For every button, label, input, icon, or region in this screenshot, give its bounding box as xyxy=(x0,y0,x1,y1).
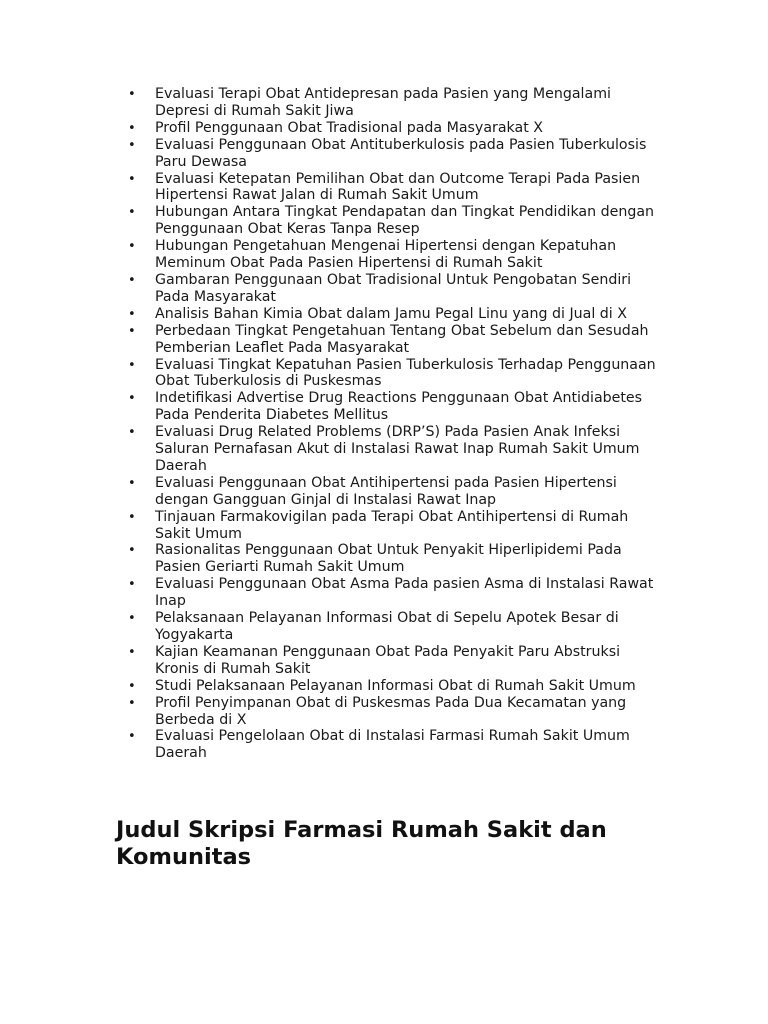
bullet-icon: • xyxy=(128,543,136,559)
bullet-icon: • xyxy=(128,306,136,322)
list-item-text: Evaluasi Pengelolaan Obat di Instalasi Farmasi Rumah Sakit Umum Daerah xyxy=(155,728,630,762)
bullet-icon: • xyxy=(128,171,136,187)
list-item-text: Kajian Keamanan Penggunaan Obat Pada Penyakit Paru Abstruksi Kronis di Rumah Sakit xyxy=(155,643,621,677)
bullet-icon: • xyxy=(128,239,136,255)
bullet-icon: • xyxy=(128,475,136,491)
list-item-text: Hubungan Pengetahuan Mengenai Hipertensi dengan Kepatuhan Meminum Obat Pada Pasien Hipertensi di Rumah Sakit xyxy=(155,238,617,272)
list-item-text: Studi Pelaksanaan Pelayanan Informasi Obat di Rumah Sakit Umum xyxy=(155,677,636,694)
bullet-icon: • xyxy=(128,137,136,153)
list-item xyxy=(128,357,658,391)
list-item-text: Pelaksanaan Pelayanan Informasi Obat di Sepelu Apotek Besar di Yogyakarta xyxy=(155,610,619,643)
list-item-text: Indetifikasi Advertise Drug Reactions Penggunaan Obat Antidiabetes Pada Penderita Diabetes Mellitus xyxy=(155,390,643,424)
list-item xyxy=(128,120,658,137)
list-item xyxy=(128,644,658,678)
list-item-text: Evaluasi Penggunaan Obat Antihipertensi pada Pasien Hipertensi dengan Gangguan Ginjal di Instalasi Rawat Inap xyxy=(155,474,617,508)
list-item xyxy=(128,390,658,424)
list-item xyxy=(128,238,658,272)
bullet-icon: • xyxy=(128,644,136,660)
list-item-text: Profil Penyimpanan Obat di Puskesmas Pada Dua Kecamatan yang Berbeda di X xyxy=(155,694,627,728)
list-item xyxy=(128,272,658,306)
list-item xyxy=(128,424,658,475)
list-item xyxy=(128,204,658,238)
list-item xyxy=(128,475,658,509)
list-item-text: Hubungan Antara Tingkat Pendapatan dan Tingkat Pendidikan dengan Penggunaan Obat Keras Tanpa Resep xyxy=(155,204,655,238)
bullet-icon: • xyxy=(128,323,136,339)
list-item-text: Profil Penggunaan Obat Tradisional pada Masyarakat X xyxy=(155,119,543,136)
bullet-icon: • xyxy=(128,87,136,102)
bullet-icon: • xyxy=(128,120,136,136)
list-item-text: Analisis Bahan Kimia Obat dalam Jamu Pegal Linu yang di Jual di X xyxy=(155,305,627,322)
bullet-icon: • xyxy=(128,509,136,525)
list-item xyxy=(128,86,658,120)
list-item xyxy=(128,171,658,205)
list-item xyxy=(128,610,658,644)
list-item-text: Evaluasi Penggunaan Obat Antituberkulosis pada Pasien Tuberkulosis Paru Dewasa xyxy=(155,136,647,170)
list-item xyxy=(128,728,658,762)
bullet-icon: • xyxy=(128,695,136,711)
list-item-text: Gambaran Penggunaan Obat Tradisional Untuk Pengobatan Sendiri Pada Masyarakat xyxy=(155,271,632,305)
list-item xyxy=(128,542,658,576)
list-item xyxy=(128,576,658,610)
list-item-text: Perbedaan Tingkat Pengetahuan Tentang Obat Sebelum dan Sesudah Pemberian Leaflet Pada Masyarakat xyxy=(155,322,649,356)
bullet-icon: • xyxy=(128,611,136,627)
list-item-text: Evaluasi Tingkat Kepatuhan Pasien Tuberkulosis Terhadap Penggunaan Obat Tuberkulosis di Puskesmas xyxy=(155,356,656,390)
list-item-text: Tinjauan Farmakovigilan pada Terapi Obat Antihipertensi di Rumah Sakit Umum xyxy=(155,508,629,542)
bullet-icon: • xyxy=(128,577,136,593)
thesis-topic-list xyxy=(128,86,658,762)
list-item xyxy=(128,695,658,729)
bullet-icon: • xyxy=(128,678,136,694)
bullet-icon: • xyxy=(128,272,136,288)
list-item-text: Evaluasi Ketepatan Pemilihan Obat dan Outcome Terapi Pada Pasien Hipertensi Rawat Jalan di Rumah Sakit Umum xyxy=(155,170,641,204)
list-item-text: Evaluasi Terapi Obat Antidepresan pada Pasien yang Mengalami Depresi di Rumah Sakit Jiwa xyxy=(155,86,611,119)
list-item-text: Rasionalitas Penggunaan Obat Untuk Penyakit Hiperlipidemi Pada Pasien Geriarti Rumah Sakit Umum xyxy=(155,542,622,576)
list-item-text: Evaluasi Penggunaan Obat Asma Pada pasien Asma di Instalasi Rawat Inap xyxy=(155,576,654,610)
list-item-text: Evaluasi Drug Related Problems (DRP’S) Pada Pasien Anak Infeksi Saluran Pernafasan Akut di Instalasi Rawat Inap Rumah Sakit Umum Daerah xyxy=(155,424,640,474)
bullet-icon: • xyxy=(128,729,136,745)
list-item xyxy=(128,678,658,695)
bullet-icon: • xyxy=(128,205,136,221)
list-item xyxy=(128,137,658,171)
list-item xyxy=(128,509,658,543)
bullet-icon: • xyxy=(128,425,136,441)
bullet-icon: • xyxy=(128,391,136,407)
section-heading: Judul Skripsi Farmasi Rumah Sakit dan Komunitas xyxy=(116,817,607,870)
bullet-icon: • xyxy=(128,357,136,373)
list-item xyxy=(128,323,658,357)
list-item xyxy=(128,306,658,323)
